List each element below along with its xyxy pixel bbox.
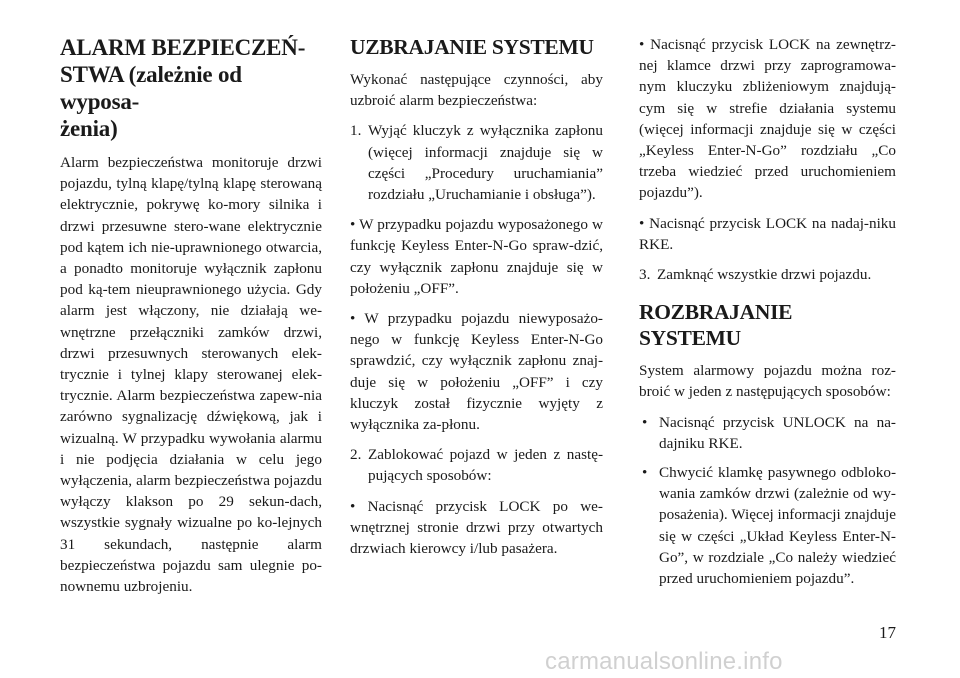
- section-heading-disarming: ROZBRAJANIE SYSTEMU: [639, 300, 793, 351]
- arming-intro: Wykonać następujące czynności, aby uzbroić alarm bezpieczeństwa:: [350, 71, 603, 110]
- section-heading-alarm: ALARM BEZPIECZEŃ- STWA (zależnie od wyposa- żenia): [60, 35, 306, 141]
- alarm-description: Alarm bezpieczeństwa monitoruje drzwi pojazdu, tylną klapę/tylną klapę sterowaną elektrycznie, pokrywę ko-mory silnika i drzwi przesuwne stero-wane elektrycznie pod kątem ich nie-uprawnionego otwarcia, a ponadto monitoruje wyłącznik zapłonu pod ką-tem nieuprawnionego użycia. Gdy alarm jest włączony, nie działają we-wnętrzne przełączniki zamków drzwi, drzwi przesuwnych sterowanych elek-trycznie i tylnej klapy sterowanej elek-trycznie. Alarm bezpieczeństwa zapew-nia zarówno sygnalizację dźwiękową, jak i wizualną. W przypadku wywołania alarmu i nie podjęcia działania w celu jego wyłączenia, alarm bezpieczeństwa pojazdu wyłączy klakson po 29 sekun-dach, wszystkie sygnały wizualne po ko-lejnych 31 sekundach, następnie alarm bezpieczeństwa pojazdu sam ulegnie po-nownemu uzbrojeniu.: [60, 154, 322, 596]
- right-column: [639, 34, 896, 597]
- step-number: 3.: [639, 266, 651, 284]
- arming-step-2: [350, 444, 603, 486]
- list-item: • Nacisnąć przycisk UNLOCK na na-dajniku RKE.: [639, 412, 896, 454]
- page-number: 17: [879, 623, 896, 642]
- arming-lock-handle: • Nacisnąć przycisk LOCK na zewnętrz-nej klamce drzwi przy zaprogramowa-nym kluczyku zbliżeniowym znajdują-cym się w strefie działania systemu (więcej informacji znajduje się w części „Keyless Enter-N-Go” rozdziału „Co trzeba wiedzieć przed uruchomieniem pojazdu”).: [639, 36, 896, 202]
- middle-column: [350, 34, 603, 568]
- disarming-list: [639, 412, 896, 590]
- step-text: Zamknąć wszystkie drzwi pojazdu.: [657, 266, 872, 284]
- step-text: Zablokować pojazd w jeden z nastę-pujących sposobów:: [368, 446, 603, 485]
- disarming-intro: System alarmowy pojazdu można roz-broić w jeden z następujących sposobów:: [639, 362, 896, 401]
- list-item: • Chwycić klamkę pasywnego odbloko-wania zamków drzwi (zależnie od wy-posażenia). Więcej informacji znajduje się w części „Układ Keyless Enter-N-Go”, w rozdziale „Co należy wiedzieć przed uruchomieniem pojazdu”.: [639, 462, 896, 589]
- arming-lock-inside: • Nacisnąć przycisk LOCK po we-wnętrznej stronie drzwi przy otwartych drzwiach kierowcy i/lub pasażera.: [350, 497, 603, 558]
- step-number: 2.: [350, 446, 362, 464]
- arming-note-keyless: • W przypadku pojazdu wyposażonego w funkcję Keyless Enter-N-Go spraw-dzić, czy wyłącznik zapłonu znajduje się w położeniu „OFF”.: [350, 216, 603, 297]
- section-heading-arming: UZBRAJANIE SYSTEMU: [350, 35, 594, 59]
- step-text: Wyjąć kluczyk z wyłącznika zapłonu (więcej informacji znajduje się w części „Procedury uruchamiania” rozdziału „Uruchamianie i obsługa”).: [368, 122, 603, 204]
- watermark-text: carmanualsonline.info: [545, 648, 783, 675]
- arming-note-non-keyless: • W przypadku pojazdu niewyposażo-nego w funkcję Keyless Enter-N-Go sprawdzić, czy wyłącznik zapłonu znaj-duje się w położeniu „OFF” i czy kluczyk został fizycznie wyjęty z wyłącznika za-płonu.: [350, 310, 603, 434]
- left-column: [60, 34, 322, 606]
- arming-step-1: [350, 120, 603, 205]
- step-number: 1.: [350, 122, 362, 140]
- arming-step-3: [639, 264, 896, 285]
- arming-lock-rke: • Nacisnąć przycisk LOCK na nadaj-niku RKE.: [639, 214, 896, 253]
